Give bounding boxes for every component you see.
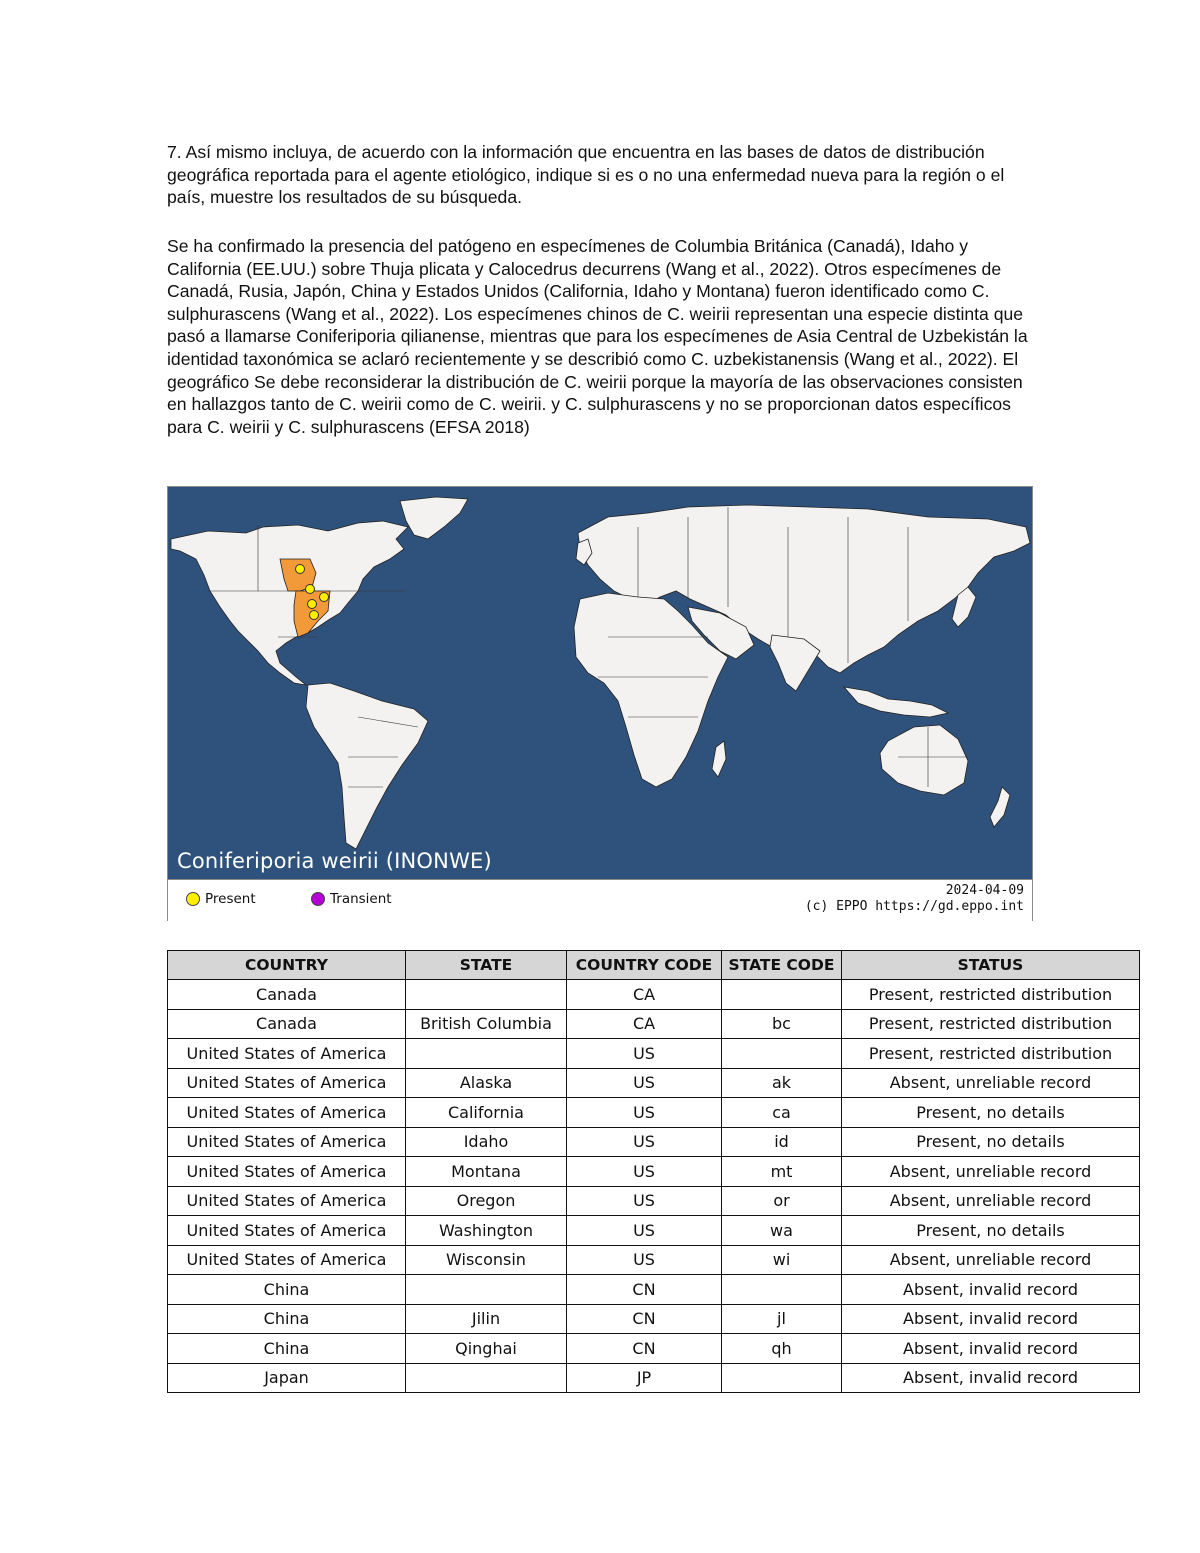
cell-country: United States of America <box>168 1039 406 1069</box>
cell-country: Canada <box>168 980 406 1010</box>
cell-country-code: US <box>567 1186 722 1216</box>
cell-status: Present, restricted distribution <box>842 1039 1140 1069</box>
cell-country-code: US <box>567 1098 722 1128</box>
cell-state <box>406 980 567 1010</box>
cell-state-code: id <box>722 1127 842 1157</box>
cell-country: China <box>168 1304 406 1334</box>
cell-status: Present, no details <box>842 1216 1140 1246</box>
header-state: STATE <box>406 951 567 980</box>
cell-state-code: ca <box>722 1098 842 1128</box>
present-dot-icon <box>186 892 200 906</box>
table-row <box>168 1127 1140 1157</box>
cell-country-code: CA <box>567 980 722 1010</box>
cell-state: Montana <box>406 1157 567 1187</box>
cell-state-code: wi <box>722 1245 842 1275</box>
cell-state-code: jl <box>722 1304 842 1334</box>
world-map <box>168 487 1032 879</box>
table-row <box>168 1039 1140 1069</box>
map-credit: (c) EPPO https://gd.eppo.int <box>804 899 1024 914</box>
header-country: COUNTRY <box>168 951 406 980</box>
cell-state: Wisconsin <box>406 1245 567 1275</box>
cell-status: Absent, unreliable record <box>842 1245 1140 1275</box>
cell-country-code: JP <box>567 1363 722 1393</box>
legend-present <box>186 891 256 907</box>
table-row <box>168 1186 1140 1216</box>
cell-country: United States of America <box>168 1157 406 1187</box>
table-row <box>168 1334 1140 1364</box>
cell-country: United States of America <box>168 1098 406 1128</box>
cell-country-code: US <box>567 1245 722 1275</box>
cell-country: United States of America <box>168 1245 406 1275</box>
table-header-row <box>168 951 1140 980</box>
cell-state <box>406 1039 567 1069</box>
cell-status: Absent, invalid record <box>842 1334 1140 1364</box>
marker-idaho <box>320 593 329 602</box>
cell-state: Alaska <box>406 1068 567 1098</box>
table-row <box>168 1009 1140 1039</box>
cell-country: United States of America <box>168 1216 406 1246</box>
cell-status: Absent, invalid record <box>842 1275 1140 1305</box>
cell-country: United States of America <box>168 1127 406 1157</box>
map-date: 2024-04-09 <box>945 883 1024 898</box>
distribution-map-figure <box>167 486 1033 921</box>
cell-status: Absent, unreliable record <box>842 1186 1140 1216</box>
cell-status: Absent, unreliable record <box>842 1157 1140 1187</box>
cell-status: Absent, unreliable record <box>842 1068 1140 1098</box>
cell-country: United States of America <box>168 1186 406 1216</box>
legend-present-label: Present <box>205 891 256 907</box>
table-row <box>168 1304 1140 1334</box>
cell-state-code <box>722 1363 842 1393</box>
marker-california <box>310 611 319 620</box>
marker-oregon <box>308 600 317 609</box>
cell-state <box>406 1275 567 1305</box>
legend-transient <box>311 891 392 907</box>
cell-status: Present, no details <box>842 1127 1140 1157</box>
header-state-code: STATE CODE <box>722 951 842 980</box>
cell-country-code: US <box>567 1127 722 1157</box>
cell-state: California <box>406 1098 567 1128</box>
marker-british-columbia <box>296 565 305 574</box>
table-row <box>168 1245 1140 1275</box>
cell-state-code: ak <box>722 1068 842 1098</box>
transient-dot-icon <box>311 892 325 906</box>
question-paragraph: 7. Así mismo incluya, de acuerdo con la información que encuentra en las bases de datos de distribución geográfica reportada para el agente etiológico, indique si es o no una enfermedad nueva para la región o el país, muestre los resultados de su búsqueda. <box>167 142 1005 208</box>
table-row <box>168 1275 1140 1305</box>
cell-state: British Columbia <box>406 1009 567 1039</box>
cell-status: Present, restricted distribution <box>842 1009 1140 1039</box>
cell-country: China <box>168 1334 406 1364</box>
cell-state-code: or <box>722 1186 842 1216</box>
map-title: Coniferiporia weirii (INONWE) <box>177 849 492 873</box>
cell-country: Japan <box>168 1363 406 1393</box>
cell-country-code: CN <box>567 1304 722 1334</box>
cell-country: Canada <box>168 1009 406 1039</box>
distribution-table <box>167 950 1140 1393</box>
cell-state-code <box>722 1275 842 1305</box>
cell-state-code: mt <box>722 1157 842 1187</box>
cell-country-code: US <box>567 1157 722 1187</box>
cell-state-code: qh <box>722 1334 842 1364</box>
marker-washington <box>306 585 315 594</box>
table-row <box>168 1216 1140 1246</box>
cell-country-code: US <box>567 1068 722 1098</box>
cell-country-code: US <box>567 1039 722 1069</box>
cell-country-code: CN <box>567 1275 722 1305</box>
cell-country: China <box>168 1275 406 1305</box>
cell-state: Washington <box>406 1216 567 1246</box>
cell-state: Qinghai <box>406 1334 567 1364</box>
cell-country-code: CA <box>567 1009 722 1039</box>
table-row <box>168 1363 1140 1393</box>
cell-country: United States of America <box>168 1068 406 1098</box>
cell-state-code <box>722 980 842 1010</box>
header-status: STATUS <box>842 951 1140 980</box>
table-row <box>168 1098 1140 1128</box>
table-row <box>168 1157 1140 1187</box>
cell-state: Jilin <box>406 1304 567 1334</box>
legend-transient-label: Transient <box>330 891 392 907</box>
answer-paragraph: Se ha confirmado la presencia del patógeno en especímenes de Columbia Británica (Canadá), Idaho y California (EE.UU.) sobre Thuja plicata y Calocedrus decurrens (Wang et al., 2022). Otros especímenes de Canadá, Rusia, Japón, China y Estados Unidos (California, Idaho y Montana) fueron identificado como C. sulphurascens (Wang et al., 2022). Los especímenes chinos de C. weirii representan una especie distinta que pasó a llamarse Coniferiporia qilianense, mientras que para los especímenes de Asia Central de Uzbekistán la identidad taxonómica se aclaró recientemente y se describió como C. uzbekistanensis (Wang et al., 2022). El geográfico Se debe reconsiderar la distribución de C. weirii porque la mayoría de las observaciones consisten en hallazgos tanto de C. weirii como de C. weirii. y C. sulphurascens y no se proporcionan datos específicos para C. weirii y C. sulphurascens (EFSA 2018) <box>167 236 1028 437</box>
cell-status: Present, restricted distribution <box>842 980 1140 1010</box>
cell-status: Absent, invalid record <box>842 1363 1140 1393</box>
cell-state: Idaho <box>406 1127 567 1157</box>
cell-state-code <box>722 1039 842 1069</box>
cell-state <box>406 1363 567 1393</box>
cell-country-code: CN <box>567 1334 722 1364</box>
cell-country-code: US <box>567 1216 722 1246</box>
cell-state: Oregon <box>406 1186 567 1216</box>
cell-state-code: wa <box>722 1216 842 1246</box>
header-country-code: COUNTRY CODE <box>567 951 722 980</box>
cell-status: Absent, invalid record <box>842 1304 1140 1334</box>
map-legend <box>168 879 1032 921</box>
table-row <box>168 1068 1140 1098</box>
cell-state-code: bc <box>722 1009 842 1039</box>
table-row <box>168 980 1140 1010</box>
cell-status: Present, no details <box>842 1098 1140 1128</box>
